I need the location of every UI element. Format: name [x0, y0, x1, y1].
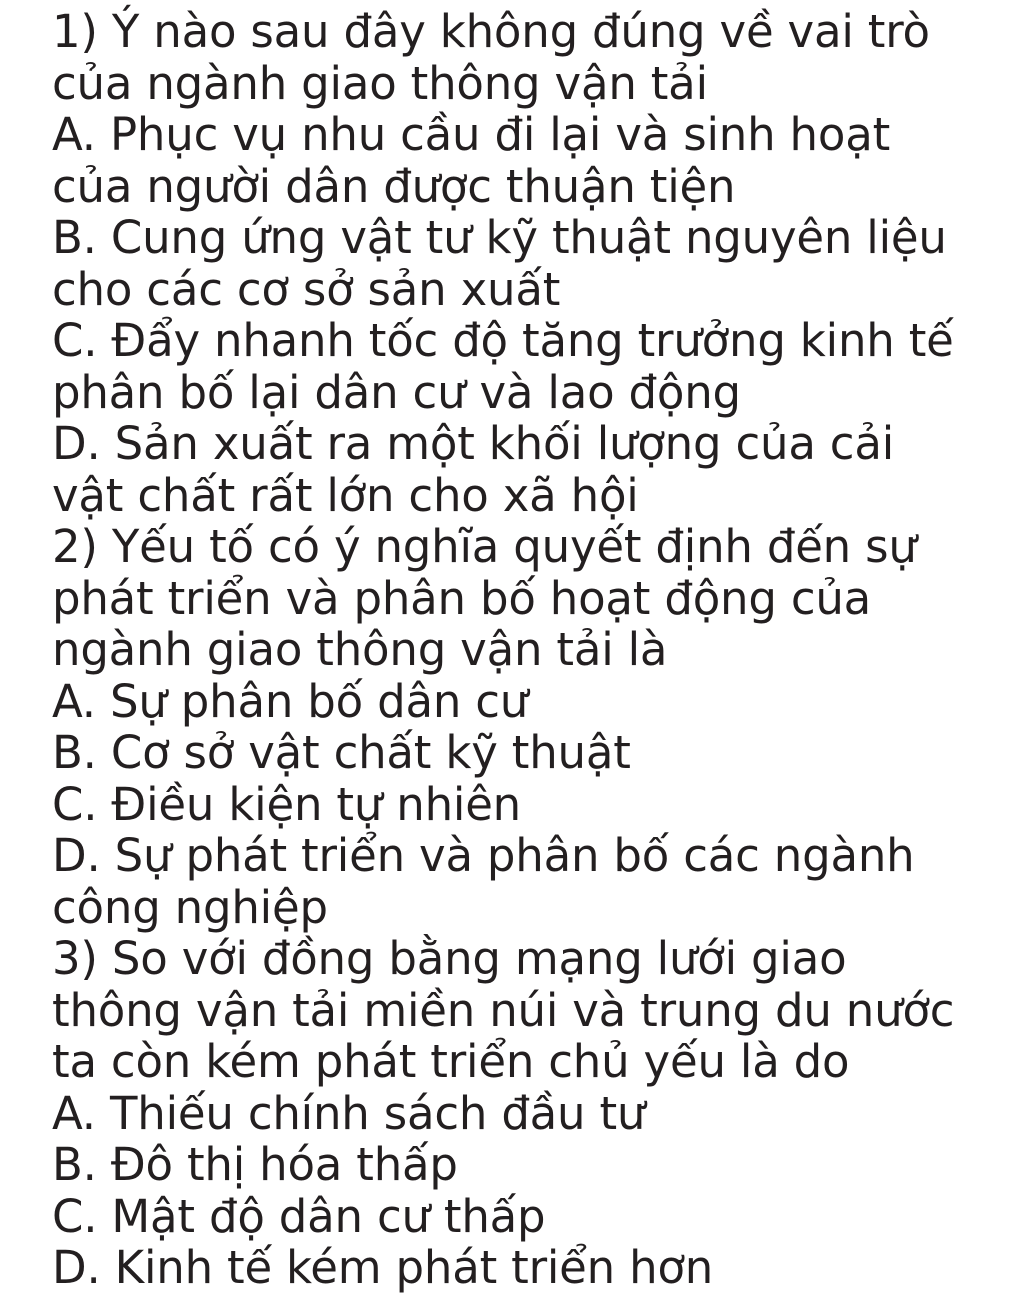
question-1-prompt-line-2: của ngành giao thông vận tải — [52, 56, 708, 110]
question-3 — [52, 933, 980, 1294]
question-1-option-c-line-2: phân bố lại dân cư và lao động — [52, 365, 741, 419]
question-2-option-c: C. Điều kiện tự nhiên — [52, 777, 522, 831]
question-1 — [52, 6, 980, 521]
question-3-prompt-line-3: ta còn kém phát triển chủ yếu là do — [52, 1035, 850, 1088]
question-3-prompt-line-2: thông vận tải miền núi và trung du nước — [52, 983, 955, 1037]
question-1-prompt-line-1: 1) Ý nào sau đây không đúng về vai trò — [52, 5, 930, 58]
question-1-option-b-line-1: B. Cung ứng vật tư kỹ thuật nguyên liệu — [52, 211, 947, 264]
question-3-option-c: C. Mật độ dân cư thấp — [52, 1189, 546, 1243]
question-1-option-a-line-2: của người dân được thuận tiện — [52, 159, 736, 213]
question-3-option-d: D. Kinh tế kém phát triển hơn — [52, 1241, 714, 1294]
question-2-prompt-line-2: phát triển và phân bố hoạt động của — [52, 571, 872, 625]
question-1-option-a-line-1: A. Phục vụ nhu cầu đi lại và sinh hoạt — [52, 108, 891, 161]
question-1-option-d-line-1: D. Sản xuất ra một khối lượng của cải — [52, 417, 895, 470]
question-3-prompt-line-1: 3) So với đồng bằng mạng lưới giao — [52, 932, 847, 985]
question-2-option-a: A. Sự phân bố dân cư — [52, 674, 529, 728]
question-2 — [52, 521, 980, 933]
question-2-prompt-line-1: 2) Yếu tố có ý nghĩa quyết định đến sự — [52, 520, 917, 573]
question-2-option-d-line-2: công nghiệp — [52, 880, 328, 934]
question-1-option-c-line-1: C. Đẩy nhanh tốc độ tăng trưởng kinh tế — [52, 314, 954, 367]
question-3-option-a: A. Thiếu chính sách đầu tư — [52, 1086, 646, 1140]
question-1-option-b-line-2: cho các cơ sở sản xuất — [52, 262, 561, 316]
question-2-option-d-line-1: D. Sự phát triển và phân bố các ngành — [52, 829, 915, 882]
question-2-prompt-line-3: ngành giao thông vận tải là — [52, 623, 668, 676]
question-3-option-b: B. Đô thị hóa thấp — [52, 1138, 458, 1191]
question-2-option-b: B. Cơ sở vật chất kỹ thuật — [52, 726, 631, 779]
question-1-option-d-line-2: vật chất rất lớn cho xã hội — [52, 468, 639, 522]
